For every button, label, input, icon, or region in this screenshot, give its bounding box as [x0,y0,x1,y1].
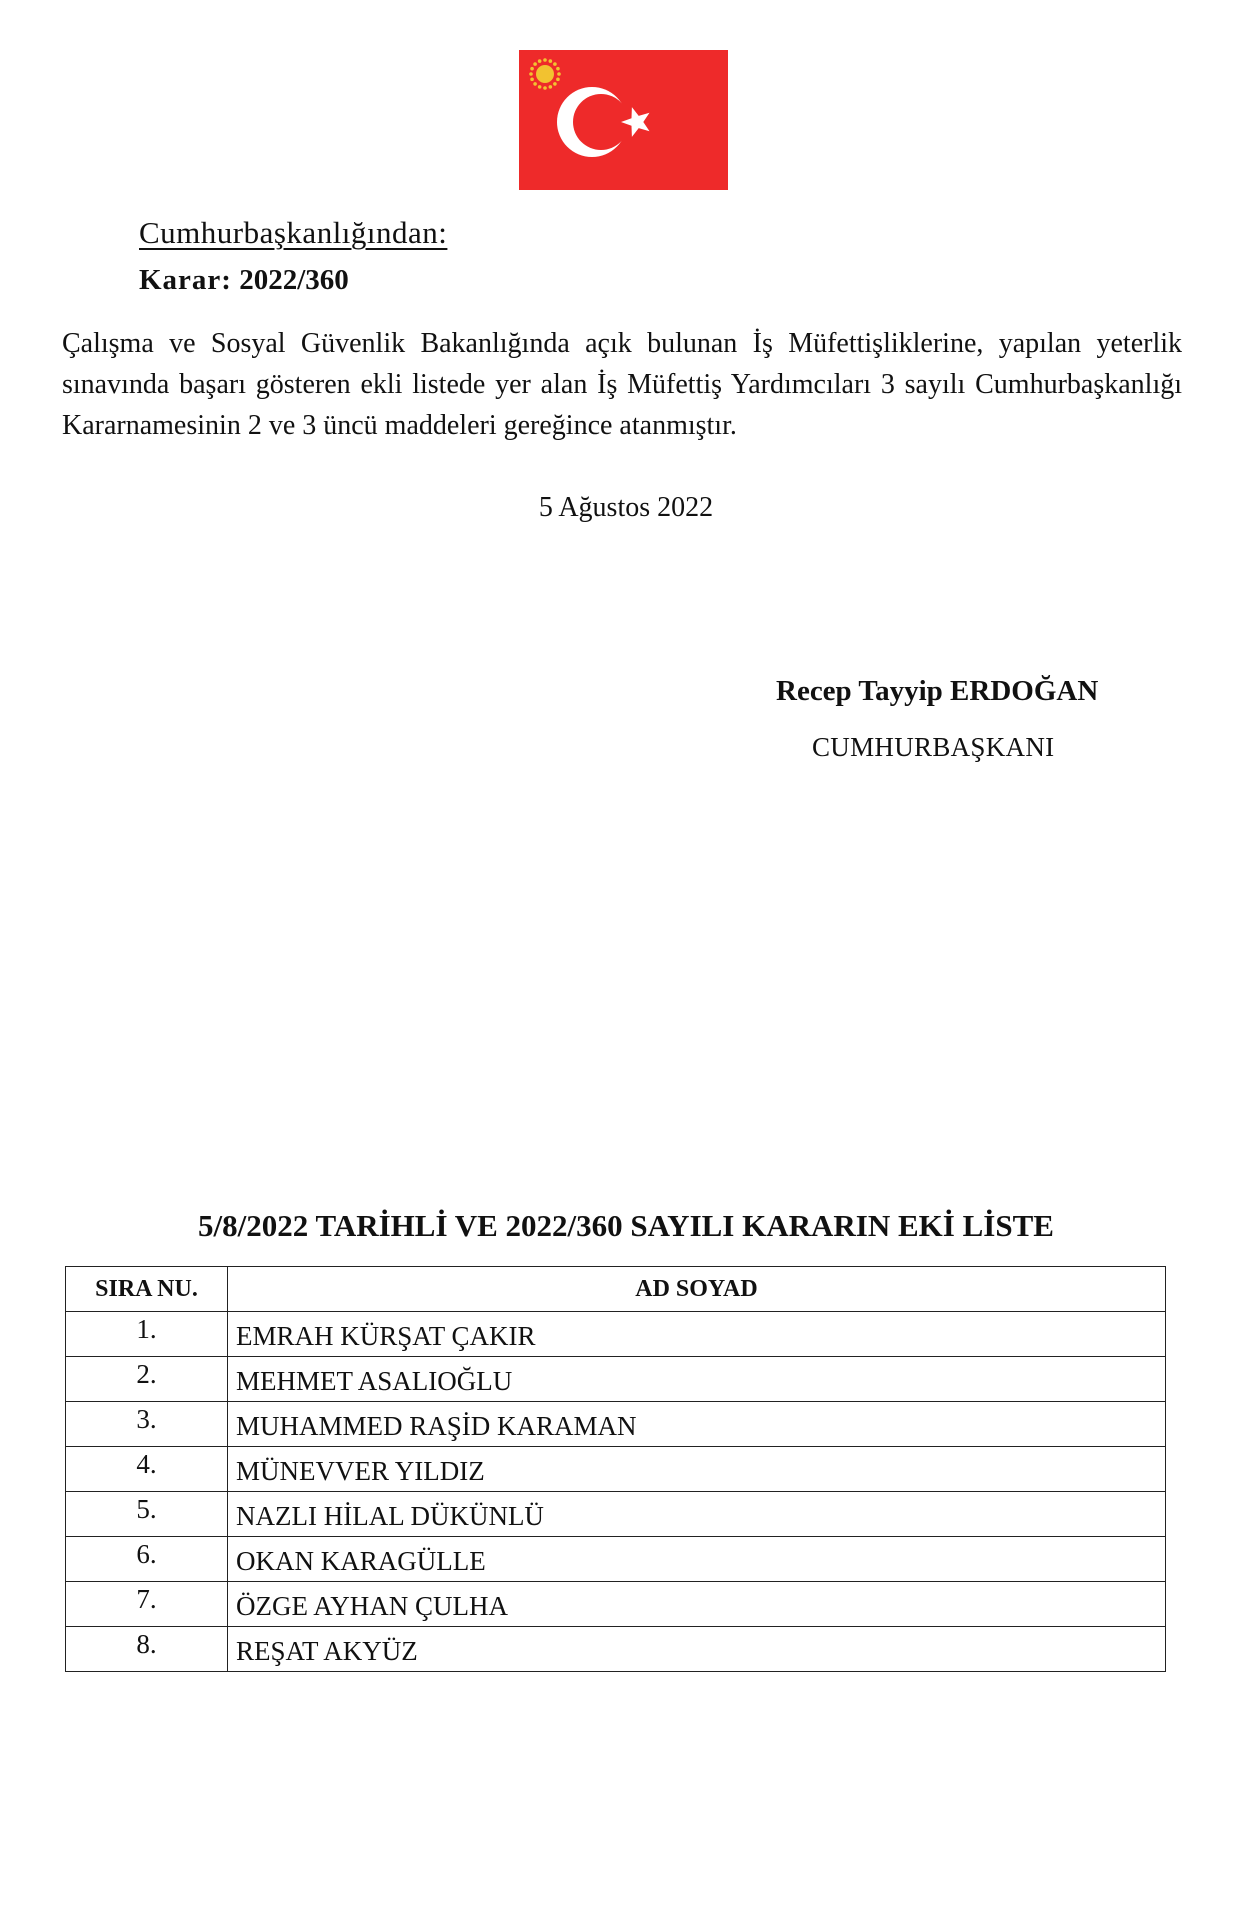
row-number: 3. [66,1402,228,1447]
flag-graphic [519,50,728,190]
presidential-seal-icon [529,58,561,90]
seal-star-icon [538,85,542,89]
column-header-number: SIRA NU. [66,1267,228,1312]
table-row [66,1312,1166,1357]
row-name: MEHMET ASALIOĞLU [228,1357,1166,1402]
seal-star-icon [557,72,561,76]
table-row [66,1492,1166,1537]
row-number: 2. [66,1357,228,1402]
row-name: ÖZGE AYHAN ÇULHA [228,1582,1166,1627]
table-row [66,1537,1166,1582]
annex-title: 5/8/2022 TARİHLİ VE 2022/360 SAYILI KARARIN EKİ LİSTE [198,1208,1054,1243]
table-row [66,1447,1166,1492]
appointees-table [65,1266,1166,1672]
seal-star-icon [553,82,557,86]
turkish-flag-icon [519,50,728,190]
crescent-star-icon [557,87,650,157]
row-name: MÜNEVVER YILDIZ [228,1447,1166,1492]
decision-label: Karar: [139,264,232,296]
seal-star-icon [533,62,537,66]
column-header-name: AD SOYAD [228,1267,1166,1312]
decision-date: 5 Ağustos 2022 [538,492,714,523]
seal-star-icon [556,78,560,82]
table-header-row [66,1267,1166,1312]
seal-star-icon [549,59,553,63]
row-name: NAZLI HİLAL DÜKÜNLÜ [228,1492,1166,1537]
issuing-authority: Cumhurbaşkanlığından: [139,215,448,250]
table-row [66,1582,1166,1627]
decision-paragraph: Çalışma ve Sosyal Güvenlik Bakanlığında açık bulunan İş Müfettişliklerine, yapılan yeterlik sınavında başarı gösteren ekli listede yer alan İş Müfettiş Yardımcıları 3 sayılı Cumhurbaşkanlığı Kararnamesinin 2 ve 3 üncü maddeleri gereğince atanmıştır. [62,328,1182,441]
seal-star-icon [529,72,533,76]
signer-name: Recep Tayyip ERDOĞAN [776,675,1099,707]
row-number: 8. [66,1627,228,1672]
decision-number: 2022/360 [239,264,349,296]
table-row [66,1357,1166,1402]
row-number: 7. [66,1582,228,1627]
row-name: MUHAMMED RAŞİD KARAMAN [228,1402,1166,1447]
seal-star-icon [543,86,547,90]
row-number: 6. [66,1537,228,1582]
seal-star-icon [543,58,547,62]
seal-star-icon [530,78,534,82]
table-row [66,1402,1166,1447]
seal-star-icon [549,85,553,89]
table-row [66,1627,1166,1672]
seal-star-icon [553,62,557,66]
seal-star-icon [533,82,537,86]
seal-star-icon [538,59,542,63]
row-number: 4. [66,1447,228,1492]
seal-star-icon [530,67,534,71]
signer-title: CUMHURBAŞKANI [812,732,1055,762]
row-name: EMRAH KÜRŞAT ÇAKIR [228,1312,1166,1357]
seal-star-icon [556,67,560,71]
row-number: 5. [66,1492,228,1537]
row-name: REŞAT AKYÜZ [228,1627,1166,1672]
row-number: 1. [66,1312,228,1357]
decision-line [139,264,349,297]
row-name: OKAN KARAGÜLLE [228,1537,1166,1582]
